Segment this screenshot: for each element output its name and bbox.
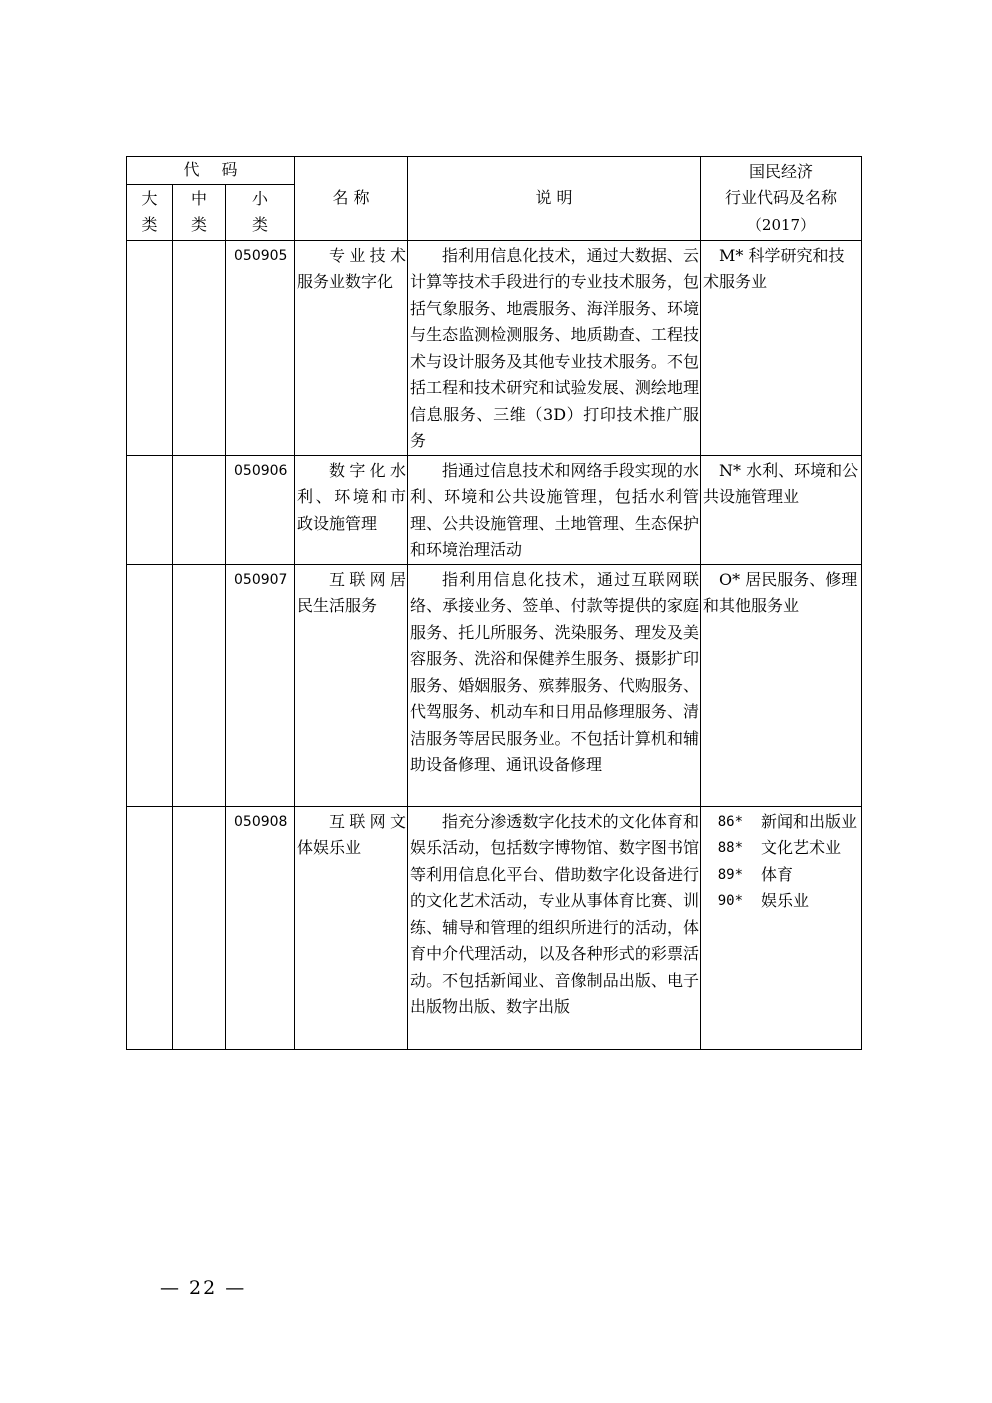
table-row: [127, 806, 862, 1049]
minor-code: 050907: [226, 564, 295, 806]
header-minor: 小类: [226, 184, 295, 240]
category-description: 指通过信息技术和网络手段实现的水利、环境和公共设施管理，包括水利管理、公共设施管理、土地管理、生态保护和环境治理活动: [408, 455, 701, 564]
industry-item: [703, 862, 860, 889]
industry-item-code: 88*: [717, 840, 744, 856]
minor-code: 050908: [226, 806, 295, 1049]
minor-code: 050905: [226, 240, 295, 455]
header-industry-line3: （2017）: [746, 215, 816, 234]
middle-cell: [173, 564, 226, 806]
category-name: 数字化水利、环境和市政设施管理: [295, 455, 408, 564]
middle-cell: [173, 240, 226, 455]
major-cell: [127, 455, 173, 564]
industry-item-label: 新闻和出版业: [761, 811, 858, 831]
industry-code: O* 居民服务、修理和其他服务业: [701, 564, 862, 806]
industry-item: [703, 888, 860, 915]
header-code: 代码: [127, 157, 295, 185]
category-name: 专业技术服务业数字化: [295, 240, 408, 455]
major-cell: [127, 806, 173, 1049]
header-industry-line2: 行业代码及名称: [725, 188, 838, 207]
table-row: [127, 564, 862, 806]
table-row: [127, 455, 862, 564]
industry-item: [703, 809, 860, 836]
category-description: 指充分渗透数字化技术的文化体育和娱乐活动，包括数字博物馆、数字图书馆等利用信息化平台、借助数字化设备进行的文化艺术活动，专业从事体育比赛、训练、辅导和管理的组织所进行的活动，体育中介代理活动，以及各种形式的彩票活动。不包括新闻业、音像制品出版、电子出版物出版、数字出版: [408, 806, 701, 1049]
industry-item-label: 娱乐业: [761, 891, 810, 910]
major-cell: [127, 240, 173, 455]
classification-table: [126, 156, 862, 1050]
industry-code: N* 水利、环境和公共设施管理业: [701, 455, 862, 564]
header-middle: 中类: [173, 184, 226, 240]
industry-item-code: 90*: [717, 893, 744, 909]
category-description: 指利用信息化技术，通过大数据、云计算等技术手段进行的专业技术服务，包括气象服务、地震服务、海洋服务、环境与生态监测检测服务、地质勘查、工程技术与设计服务及其他专业技术服务。不包括工程和技术研究和试验发展、测绘地理信息服务、三维（3D）打印技术推广服务: [408, 240, 701, 455]
major-cell: [127, 564, 173, 806]
industry-item-code: 89*: [717, 866, 744, 883]
middle-cell: [173, 455, 226, 564]
middle-cell: [173, 806, 226, 1049]
page-number: — 22 —: [160, 1277, 247, 1299]
header-description: 说 明: [408, 157, 701, 241]
industry-item-label: 文化艺术业: [761, 838, 842, 857]
category-name: 互联网文体娱乐业: [295, 806, 408, 1049]
header-industry: [701, 157, 862, 241]
industry-item-label: 体育: [761, 864, 794, 884]
minor-code: 050906: [226, 455, 295, 564]
header-industry-line1: 国民经济: [749, 161, 814, 181]
industry-code-list: [701, 806, 862, 1049]
category-description: 指利用信息化技术，通过互联网联络、承接业务、签单、付款等提供的家庭服务、托儿所服务、洗染服务、理发及美容服务、洗浴和保健养生服务、摄影扩印服务、婚姻服务、殡葬服务、代购服务、代驾服务、机动车和日用品修理服务、清洁服务等居民服务业。不包括计算机和辅助设备修理、通讯设备修理: [408, 564, 701, 806]
category-name: 互联网居民生活服务: [295, 564, 408, 806]
industry-item: [703, 835, 860, 862]
industry-item-code: 86*: [717, 813, 744, 830]
table-row: [127, 240, 862, 455]
header-name: 名 称: [295, 157, 408, 241]
industry-code: M* 科学研究和技术服务业: [701, 240, 862, 455]
header-major: 大类: [127, 184, 173, 240]
